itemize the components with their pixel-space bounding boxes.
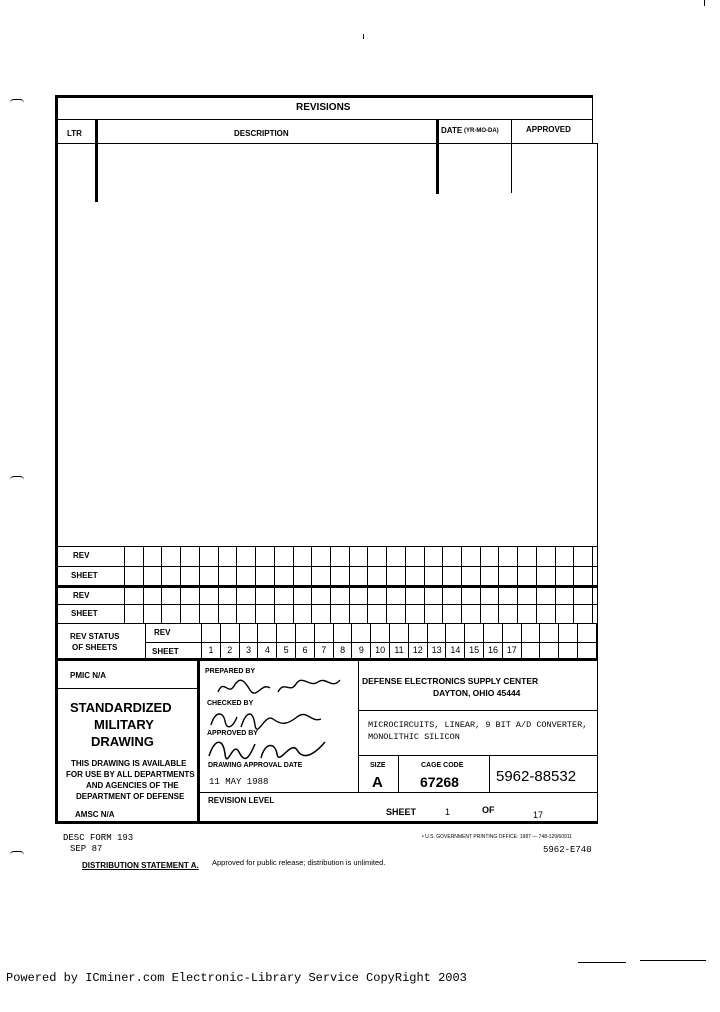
sheet-number: 4 — [264, 645, 270, 655]
sheet-number: 10 — [375, 645, 386, 655]
sheet-number: 11 — [394, 645, 404, 655]
sheet-number: 12 — [412, 645, 423, 655]
grid-line — [461, 546, 462, 623]
distribution-label: DISTRIBUTION STATEMENT A. — [82, 861, 199, 870]
approval-date-label: DRAWING APPROVAL DATE — [208, 762, 303, 769]
sheet-number: 16 — [487, 645, 498, 655]
grid-line — [274, 546, 275, 623]
scan-mark — [10, 851, 24, 855]
grid-line — [220, 623, 221, 658]
grid-line — [314, 623, 315, 658]
revision-level-label: REVISION LEVEL — [208, 796, 275, 805]
sheet-number: 8 — [340, 645, 346, 655]
sheet-number: 14 — [450, 645, 461, 655]
grid-line — [257, 623, 258, 658]
grid-line — [124, 546, 125, 623]
of-value: 17 — [533, 810, 544, 820]
grid-line — [367, 546, 368, 623]
rev-label-1: REV — [73, 551, 90, 560]
sheet-label-3: SHEET — [152, 647, 179, 656]
sheet-label: SHEET — [386, 807, 417, 817]
sheet-number: 7 — [321, 645, 327, 655]
grid-line — [218, 546, 219, 623]
grid-line — [592, 546, 593, 623]
col-date: DATE — [441, 126, 463, 135]
signature-icon — [214, 676, 344, 698]
grid-line — [483, 623, 484, 658]
grid-line — [464, 623, 465, 658]
sheet-number: 1 — [208, 645, 214, 655]
availability-line2: FOR USE BY ALL DEPARTMENTS — [66, 770, 195, 779]
cage-code-value: 67268 — [420, 774, 459, 790]
drawing-description-line2: MONOLITHIC SILICON — [368, 732, 460, 742]
grid-line — [536, 546, 537, 623]
grid-line — [521, 623, 522, 658]
grid-line — [445, 623, 446, 658]
rev-label-2: REV — [73, 591, 90, 600]
col-description: DESCRIPTION — [234, 129, 289, 138]
grid-line — [539, 623, 540, 658]
sheet-number: 17 — [506, 645, 517, 655]
grid-line — [295, 623, 296, 658]
grid-line — [143, 546, 144, 623]
grid-line — [161, 546, 162, 623]
sheet-number: 2 — [227, 645, 233, 655]
grid-line — [573, 546, 574, 623]
scan-rule — [578, 962, 626, 963]
sheet-number: 13 — [431, 645, 442, 655]
scan-mark — [704, 0, 705, 6]
grid-line — [349, 546, 350, 623]
size-value: A — [372, 774, 383, 791]
grid-line — [276, 623, 277, 658]
grid-line — [239, 623, 240, 658]
grid-line — [498, 546, 499, 623]
sheet-number: 3 — [246, 645, 252, 655]
grid-line — [577, 623, 578, 658]
grid-line — [333, 623, 334, 658]
grid-line — [502, 623, 503, 658]
of-sheets-label: OF SHEETS — [72, 643, 118, 652]
availability-line4: DEPARTMENT OF DEFENSE — [76, 792, 185, 801]
scan-mark — [10, 476, 24, 480]
grid-line — [311, 546, 312, 623]
sheet-value: 1 — [445, 807, 451, 817]
grid-line — [480, 546, 481, 623]
form-number: DESC FORM 193 — [63, 833, 134, 843]
availability-line3: AND AGENCIES OF THE — [86, 781, 179, 790]
revisions-title: REVISIONS — [296, 102, 351, 113]
grid-line — [405, 546, 406, 623]
drawing-number: 5962-88532 — [496, 768, 577, 785]
size-label: SIZE — [370, 762, 386, 769]
grid-line — [330, 546, 331, 623]
grid-line — [199, 546, 200, 623]
grid-line — [255, 546, 256, 623]
signature-icon — [207, 707, 327, 731]
of-label: OF — [482, 805, 495, 815]
scan-mark — [363, 34, 364, 39]
powered-by: Powered by ICminer.com Electronic-Library Service CopyRight 2003 — [6, 971, 467, 985]
grid-line — [596, 623, 597, 658]
sheet-label-1: SHEET — [71, 571, 98, 580]
grid-line — [517, 546, 518, 623]
sheet-number: 9 — [358, 645, 364, 655]
rev-label-3: REV — [154, 628, 171, 637]
form-date: SEP 87 — [70, 844, 103, 854]
grid-line — [293, 546, 294, 623]
grid-line — [236, 546, 237, 623]
scan-rule — [640, 960, 706, 961]
scan-mark — [10, 99, 24, 103]
prepared-by-label: PREPARED BY — [205, 668, 256, 675]
agency-line1: DEFENSE ELECTRONICS SUPPLY CENTER — [362, 676, 539, 686]
drawing-description-line1: MICROCIRCUITS, LINEAR, 9 BIT A/D CONVERTER, — [368, 720, 588, 730]
signature-icon — [205, 736, 330, 762]
checked-by-label: CHECKED BY — [207, 700, 254, 707]
grid-line — [351, 623, 352, 658]
sheet-number: 6 — [302, 645, 308, 655]
rev-status-label: REV STATUS — [70, 632, 120, 641]
approved-by-label: APPROVED BY — [207, 730, 258, 737]
prepared-by-signature — [214, 676, 344, 702]
smd-title-line1: STANDARDIZED — [70, 700, 172, 715]
distribution-text: Approved for public release; distribution is unlimited. — [212, 858, 386, 867]
sheet-label-2: SHEET — [71, 609, 98, 618]
approval-date-value: 11 MAY 1988 — [209, 777, 269, 787]
smd-title-line2: MILITARY — [94, 717, 154, 732]
cage-code-label: CAGE CODE — [421, 762, 464, 769]
grid-line — [370, 623, 371, 658]
col-date-format: (YR-MO-DA) — [464, 128, 499, 134]
amsc-label: AMSC N/A — [75, 810, 115, 819]
grid-line — [408, 623, 409, 658]
col-approved: APPROVED — [526, 125, 571, 134]
grid-line — [427, 623, 428, 658]
grid-line — [555, 546, 556, 623]
col-ltr: LTR — [67, 129, 82, 138]
grid-line — [180, 546, 181, 623]
agency-line2: DAYTON, OHIO 45444 — [433, 688, 521, 698]
grid-line — [558, 623, 559, 658]
smd-title-line3: DRAWING — [91, 734, 154, 749]
grid-line — [424, 546, 425, 623]
sheet-number: 15 — [469, 645, 480, 655]
availability-line1: THIS DRAWING IS AVAILABLE — [71, 759, 187, 768]
printing-office: • U.S. GOVERNMENT PRINTING OFFICE: 1987 — 748-129/60911 — [422, 834, 572, 840]
grid-line — [442, 546, 443, 623]
grid-line — [201, 623, 202, 658]
control-number: 5962-E740 — [543, 845, 592, 855]
pmic-label: PMIC N/A — [70, 671, 106, 680]
sheet-number: 5 — [283, 645, 289, 655]
grid-line — [386, 546, 387, 623]
grid-line — [389, 623, 390, 658]
